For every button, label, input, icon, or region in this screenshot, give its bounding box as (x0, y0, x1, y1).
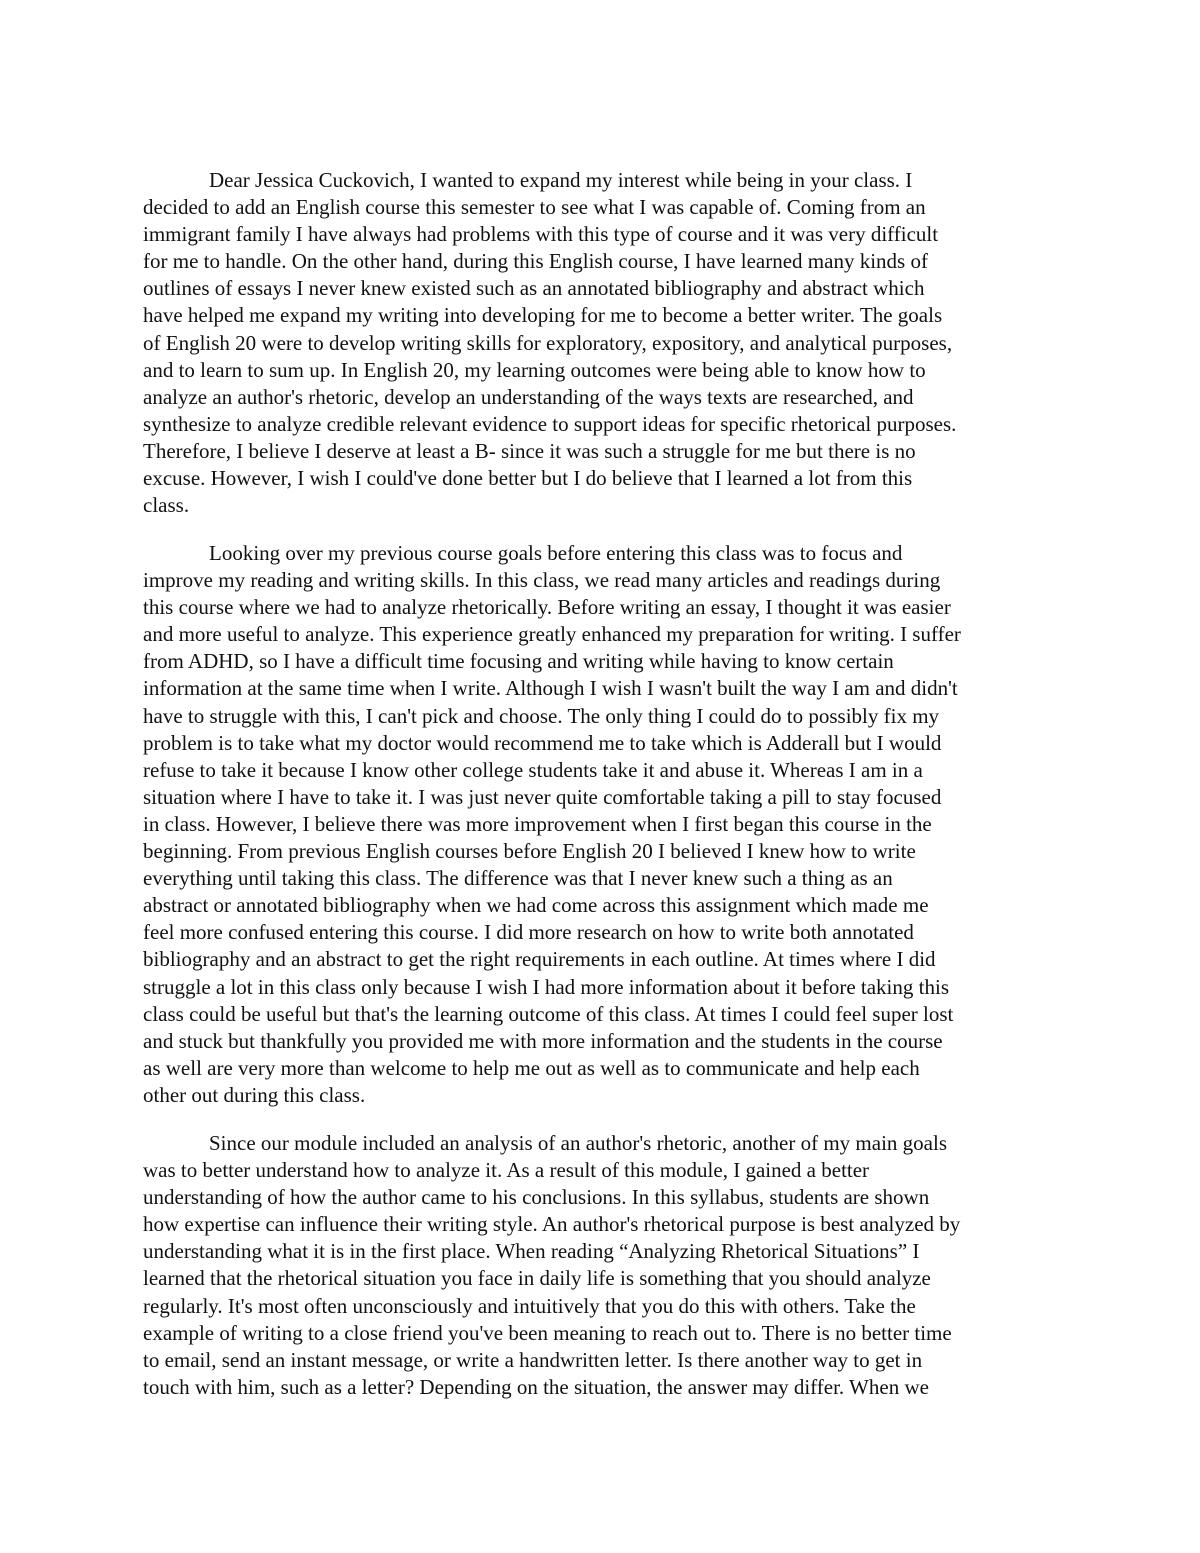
paragraph-line: as well are very more than welcome to help me out as well as to communicate and help each (143, 1055, 920, 1080)
paragraph-line: decided to add an English course this semester to see what I was capable of. Coming from an (143, 195, 926, 220)
paragraph-line: refuse to take it because I know other college students take it and abuse it. Whereas I am in a (143, 757, 923, 782)
paragraph-line: situation where I have to take it. I was just never quite comfortable taking a pill to stay focused (143, 784, 942, 809)
paragraph-line (143, 540, 1063, 567)
paragraph-line: problem is to take what my doctor would recommend me to take which is Adderall but I would (143, 730, 942, 755)
paragraph-line: understanding what it is in the first place. When reading “Analyzing Rhetorical Situations” I (143, 1239, 920, 1264)
paragraph-line: and to learn to sum up. In English 20, my learning outcomes were being able to know how to (143, 357, 926, 382)
paragraph-line: touch with him, such as a letter? Depending on the situation, the answer may differ. When we (143, 1374, 929, 1399)
paragraph-line: class could be useful but that's the learning outcome of this class. At times I could feel super lost (143, 1001, 954, 1026)
paragraph-line: how expertise can influence their writing style. An author's rhetorical purpose is best analyzed by (143, 1212, 961, 1237)
paragraph-line: class. (143, 493, 190, 518)
paragraph-line: understanding of how the author came to his conclusions. In this syllabus, students are shown (143, 1185, 930, 1210)
paragraph-3 (143, 1130, 1063, 1401)
paragraph-2 (143, 540, 1063, 1109)
paragraph-line: excuse. However, I wish I could've done better but I do believe that I learned a lot from this (143, 466, 913, 491)
paragraph-line: outlines of essays I never knew existed such as an annotated bibliography and abstract which (143, 276, 925, 301)
paragraph-line: feel more confused entering this course. I did more research on how to write both annotated (143, 920, 914, 945)
paragraph-line: of English 20 were to develop writing skills for exploratory, expository, and analytical purposes, (143, 330, 953, 355)
paragraph-line: improve my reading and writing skills. In this class, we read many articles and readings during (143, 568, 941, 593)
paragraph-1 (143, 167, 1063, 519)
paragraph-line-text: Since our module included an analysis of an author's rhetoric, another of my main goals (209, 1131, 948, 1155)
paragraph-line: from ADHD, so I have a difficult time focusing and writing while having to know certain (143, 649, 894, 674)
paragraph-line: for me to handle. On the other hand, during this English course, I have learned many kinds of (143, 249, 928, 274)
paragraph-line: regularly. It's most often unconsciously and intuitively that you do this with others. Take the (143, 1293, 916, 1318)
paragraph-line: example of writing to a close friend you've been meaning to reach out to. There is no better time (143, 1320, 952, 1345)
paragraph-line (143, 1130, 1063, 1157)
paragraph-line: and more useful to analyze. This experience greatly enhanced my preparation for writing. I suffer (143, 622, 961, 647)
paragraph-line: bibliography and an abstract to get the right requirements in each outline. At times where I did (143, 947, 936, 972)
paragraph-line: struggle a lot in this class only because I wish I had more information about it before taking this (143, 974, 949, 999)
paragraph-line: to email, send an instant message, or write a handwritten letter. Is there another way to get in (143, 1347, 923, 1372)
paragraph-line: learned that the rhetorical situation you face in daily life is something that you should analyze (143, 1266, 931, 1291)
paragraph-line: have to struggle with this, I can't pick and choose. The only thing I could do to possibly fix my (143, 703, 940, 728)
paragraph-line: analyze an author's rhetoric, develop an understanding of the ways texts are researched, and (143, 384, 914, 409)
paragraph-line-text: Dear Jessica Cuckovich, I wanted to expand my interest while being in your class. I (209, 168, 913, 192)
paragraph-line-text: Looking over my previous course goals before entering this class was to focus and (209, 541, 903, 565)
paragraph-line: was to better understand how to analyze it. As a result of this module, I gained a better (143, 1158, 870, 1183)
paragraph-line: beginning. From previous English courses before English 20 I believed I knew how to write (143, 839, 916, 864)
paragraph-line: everything until taking this class. The difference was that I never knew such a thing as an (143, 866, 893, 891)
paragraph-line: other out during this class. (143, 1082, 366, 1107)
paragraph-line: immigrant family I have always had problems with this type of course and it was very difficult (143, 222, 939, 247)
paragraph-line: this course where we had to analyze rhetorically. Before writing an essay, I thought it was easier (143, 595, 951, 620)
paragraph-line: Therefore, I believe I deserve at least a B- since it was such a struggle for me but there is no (143, 438, 916, 463)
paragraph-line (143, 167, 1063, 194)
paragraph-line: abstract or annotated bibliography when we had come across this assignment which made me (143, 893, 929, 918)
paragraph-line: synthesize to analyze credible relevant evidence to support ideas for specific rhetorical purposes. (143, 411, 957, 436)
paragraph-line: and stuck but thankfully you provided me with more information and the students in the course (143, 1028, 943, 1053)
paragraph-line: in class. However, I believe there was more improvement when I first began this course in the (143, 811, 932, 836)
paragraph-line: information at the same time when I write. Although I wish I wasn't built the way I am and didn't (143, 676, 958, 701)
paragraph-line: have helped me expand my writing into developing for me to become a better writer. The goals (143, 303, 943, 328)
